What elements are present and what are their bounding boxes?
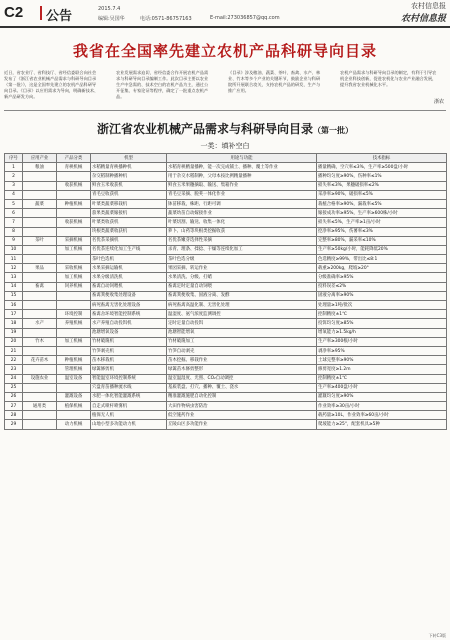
cell-model: 名优茶连续化加工生产线: [91, 245, 167, 254]
col-header-model: 机型: [91, 154, 167, 163]
cell-index: 29: [5, 420, 23, 429]
cell-function: 苗木挖掘、移栽作业: [167, 356, 317, 365]
cell-index: 26: [5, 392, 23, 401]
cell-model: 畜禽自动饲喂机: [91, 282, 167, 291]
cell-index: 10: [5, 245, 23, 254]
intro-column-2: 农业发展需求迫切，省经信委合作开展农机产品需求与科研导向目录编制工作。此次目录主要以农业生产中急需的、技术空白的农机产品为主，通过公开征集、专家论证等程序，确定了一批重点农机产品。: [116, 70, 209, 99]
cell-category: [57, 301, 91, 310]
cell-function: 低空施药作业: [167, 411, 317, 420]
cell-model: 青毛豆收获机: [91, 190, 167, 199]
cell-model: 水果采摘运输机: [91, 264, 167, 273]
table-row: [5, 255, 447, 264]
cell-index: 16: [5, 301, 23, 310]
cell-spec: 灌溉均匀度≥90%: [317, 392, 447, 401]
cell-category: [57, 383, 91, 392]
table-row: [5, 328, 447, 337]
cell-index: 17: [5, 310, 23, 319]
table-row: [5, 411, 447, 420]
cell-function: 名优茶嫩芽选择性采摘: [167, 236, 317, 245]
cell-function: 畜禽定时定量自动饲喂: [167, 282, 317, 291]
cell-category: [57, 255, 91, 264]
cell-index: 4: [5, 190, 23, 199]
cell-category: [57, 291, 91, 300]
cell-category: 温室设备: [57, 374, 91, 383]
table-row: [5, 374, 447, 383]
cell-function: 水稻育秧精量播种，能一次完成铺土、播种、覆土等作业: [167, 163, 317, 172]
section-code: C2: [4, 4, 24, 21]
cell-category: 灌溉设备: [57, 392, 91, 401]
cell-category: [57, 227, 91, 236]
table-body: [5, 163, 447, 429]
cell-model: 水果分级清洗机: [91, 273, 167, 282]
cell-spec: 播量精确，空穴率≤3%，生产率≥500盘/小时: [317, 163, 447, 172]
cell-index: 19: [5, 328, 23, 337]
section-name: 公告: [46, 9, 73, 24]
cell-index: 5: [5, 199, 23, 208]
cell-function: 精准灌溉施肥自动化控制: [167, 392, 317, 401]
intro-column-3: 《目录》涉及粮油、蔬菜、茶叶、畜禽、水产、林业、竹木等多个产业的关键环节，鼓励企业与科研院所开展联合攻关，支持农机产品的研发、生产与推广应用。: [228, 70, 321, 93]
cell-industry: [23, 291, 57, 300]
table-row: [5, 356, 447, 365]
table-row: [5, 190, 447, 199]
cell-category: 种植机械: [57, 356, 91, 365]
cell-industry: [23, 227, 57, 236]
cell-spec: 损失率≤5%，生产率≥1亩/小时: [317, 218, 447, 227]
cell-function: 青毛豆采摘、脱荚一体化作业: [167, 190, 317, 199]
cell-spec: 载重≥200kg，爬坡≥20°: [317, 264, 447, 273]
cell-model: 茶叶色选机: [91, 255, 167, 264]
cell-model: 名优茶采摘机: [91, 236, 167, 245]
cell-spec: 生产率≥400盘/小时: [317, 383, 447, 392]
table-row: [5, 282, 447, 291]
cell-index: 15: [5, 291, 23, 300]
cell-model: 绿篱修剪机: [91, 365, 167, 374]
cell-spec: 作业效率≥30亩/小时: [317, 402, 447, 411]
cell-industry: [23, 209, 57, 218]
cell-spec: 增氧能力≥1.5kg/h: [317, 328, 447, 337]
cell-function: 绿篱苗木修剪整形: [167, 365, 317, 374]
table-row: [5, 227, 447, 236]
cell-industry: [23, 420, 57, 429]
cell-industry: [23, 273, 57, 282]
table-row: [5, 218, 447, 227]
cell-index: 24: [5, 374, 23, 383]
cell-index: 21: [5, 346, 23, 355]
cell-model: 叶菜类蔬菜移栽机: [91, 199, 167, 208]
cell-function: 杀青、理条、揉捻、干燥等连续化加工: [167, 245, 317, 254]
cell-spec: 土球完整率≥90%: [317, 356, 447, 365]
catalog-table: [4, 153, 447, 430]
cell-category: [57, 346, 91, 355]
cell-model: 智能温室环境控制系统: [91, 374, 167, 383]
cell-category: 养殖机械: [57, 319, 91, 328]
cell-index: 12: [5, 264, 23, 273]
cell-index: 20: [5, 337, 23, 346]
cell-category: [57, 209, 91, 218]
cell-industry: 果品: [23, 264, 57, 273]
cell-function: 水果清洗、分级、打蜡: [167, 273, 317, 282]
table-row: [5, 392, 447, 401]
col-header-function: 用途与功能: [167, 154, 317, 163]
cell-category: 收获机械: [57, 218, 91, 227]
table-row: [5, 402, 447, 411]
cell-industry: [23, 411, 57, 420]
cell-category: 采收机械: [57, 264, 91, 273]
cell-category: 种植机械: [57, 199, 91, 208]
cell-spec: 修剪宽度≥1.2m: [317, 365, 447, 374]
table-row: [5, 209, 447, 218]
cell-function: 用于杂交水稻制种，父母本按比例精量播种: [167, 172, 317, 181]
cell-model: 病死畜禽无害化处理设备: [91, 301, 167, 310]
cell-function: 鲜食玉米果穗摘取、输送、集箱作业: [167, 181, 317, 190]
table-row: [5, 273, 447, 282]
cell-category: 育秧机械: [57, 163, 91, 172]
continuation-note: 下转C3版: [428, 633, 446, 638]
cell-industry: 竹木: [23, 337, 57, 346]
cell-model: 鲜食玉米收获机: [91, 181, 167, 190]
cell-industry: 粮油: [23, 163, 57, 172]
cell-spec: 投料误差≤2%: [317, 282, 447, 291]
cell-function: 病死畜禽高温化制、无害化处理: [167, 301, 317, 310]
cell-model: 水稻精量育秧播种机: [91, 163, 167, 172]
cell-industry: [23, 392, 57, 401]
cell-spec: 控制精度±1℃: [317, 374, 447, 383]
cell-model: 植保无人机: [91, 411, 167, 420]
cell-industry: [23, 190, 57, 199]
cell-spec: 生产率≥50kg/小时，能耗降低20%: [317, 245, 447, 254]
cell-spec: 色选精度≥99%，带出比≤8:1: [317, 255, 447, 264]
cell-function: 温室温湿度、光照、CO₂自动调控: [167, 374, 317, 383]
cell-function: 池塘智能增氧: [167, 328, 317, 337]
cell-model: 竹笋剥壳机: [91, 346, 167, 355]
table-row: [5, 291, 447, 300]
cell-function: 竹材破篾加工: [167, 337, 317, 346]
paper-name: 农村信息报: [411, 2, 446, 10]
cell-category: 动力机械: [57, 420, 91, 429]
cell-category: 收获机械: [57, 181, 91, 190]
cell-category: 采摘机械: [57, 236, 91, 245]
editor-name: 编辑:吴国华: [98, 16, 125, 22]
cell-industry: [23, 172, 57, 181]
cell-spec: 播种均匀度≥90%，伤种率≤1%: [317, 172, 447, 181]
cell-model: 杂交稻制种播种机: [91, 172, 167, 181]
cell-category: 加工机械: [57, 273, 91, 282]
table-row: [5, 337, 447, 346]
cell-index: 3: [5, 181, 23, 190]
cell-industry: 通用类: [23, 402, 57, 411]
cell-model: 水肥一体化智能灌溉系统: [91, 392, 167, 401]
table-row: [5, 420, 447, 429]
cell-category: 管理机械: [57, 365, 91, 374]
cell-index: 7: [5, 218, 23, 227]
cell-spec: 固液分离率≥90%: [317, 291, 447, 300]
cell-index: 23: [5, 365, 23, 374]
cell-model: 茄果类蔬菜嫁接机: [91, 209, 167, 218]
cell-model: 畜禽粪便收集处理设备: [91, 291, 167, 300]
cell-model: 自走式喷杆喷雾机: [91, 402, 167, 411]
cell-category: 加工机械: [57, 245, 91, 254]
cell-spec: 投饵均匀度≥85%: [317, 319, 447, 328]
signature: 浙农: [433, 99, 444, 105]
col-header-category: 产品分类: [57, 154, 91, 163]
cell-index: 1: [5, 163, 23, 172]
cell-index: 28: [5, 411, 23, 420]
cell-spec: 控制精度±1℃: [317, 310, 447, 319]
cell-industry: 水产: [23, 319, 57, 328]
cell-model: 苗木移栽机: [91, 356, 167, 365]
cell-category: [57, 411, 91, 420]
cell-model: 叶菜类收获机: [91, 218, 167, 227]
col-header-industry: 应用产业: [23, 154, 57, 163]
cell-spec: 栽植合格率≥90%，漏栽率≤5%: [317, 199, 447, 208]
cell-category: 加工机械: [57, 337, 91, 346]
table-row: [5, 163, 447, 172]
table-row: [5, 365, 447, 374]
cell-index: 8: [5, 227, 23, 236]
cell-model: 竹材破篾机: [91, 337, 167, 346]
email: E-mail:273036857@qq.com: [210, 15, 280, 21]
cell-function: 竹笋自动剥壳: [167, 346, 317, 355]
cell-index: 9: [5, 236, 23, 245]
cell-industry: [23, 255, 57, 264]
intro-column-1: 近日，省农业厅、省科技厅、省经信委联合向社会发布了《浙江省农业机械产品需求与科研导向目录（第一批）》，这是全国率先建立的农机产品科研导向目录。《目录》以应用需求为导向，明确新技术、新产品研发方向。: [4, 70, 99, 99]
cell-index: 11: [5, 255, 23, 264]
cell-model: 畜禽舍环境智能控制系统: [91, 310, 167, 319]
cell-model: 水产养殖自动投饵机: [91, 319, 167, 328]
cell-spec: 处理量≥1吨/批次: [317, 301, 447, 310]
cell-index: 2: [5, 172, 23, 181]
cell-function: 大田作物病虫害防治: [167, 402, 317, 411]
cell-function: 基质装盘、打穴、播种、覆土、浇水: [167, 383, 317, 392]
cell-industry: 花卉苗木: [23, 356, 57, 365]
cell-model: 山地小型多功能动力机: [91, 420, 167, 429]
cell-function: 萝卜、山药等块根类挖掘收获: [167, 227, 317, 236]
cell-spec: 载药量≥10L，作业效率≥60亩/小时: [317, 411, 447, 420]
cell-industry: [23, 245, 57, 254]
cell-industry: [23, 328, 57, 337]
intro-column-4: 农机产品需求与科研导向目录的制定，有利于引导农机企业科技创新，促进农机化与农业产业融合发展，提升我省农业机械化水平。: [340, 70, 437, 87]
cell-industry: [23, 301, 57, 310]
cell-industry: 茶叶: [23, 236, 57, 245]
issue-date: 2015.7.4: [98, 6, 121, 12]
cell-index: 25: [5, 383, 23, 392]
table-row: [5, 319, 447, 328]
cell-industry: [23, 383, 57, 392]
col-header-index: 序号: [5, 154, 23, 163]
cell-model: 穴盘育苗播种流水线: [91, 383, 167, 392]
cell-model: 块根类蔬菜收获机: [91, 227, 167, 236]
cell-industry: 畜禽: [23, 282, 57, 291]
table-row: [5, 245, 447, 254]
cell-industry: 设施农业: [23, 374, 57, 383]
table-row: [5, 383, 447, 392]
cell-spec: 采净率≥90%，破损率≤5%: [317, 190, 447, 199]
paper-logo: 农村信息报: [400, 14, 446, 24]
headline: 我省在全国率先建立农机产品科研导向目录: [72, 42, 377, 60]
phone: 电话:0571-86757163: [140, 16, 192, 22]
cell-spec: 损失率≤3%，果穗破损率≤2%: [317, 181, 447, 190]
cell-index: 18: [5, 319, 23, 328]
cell-function: 定时定量自动投饵: [167, 319, 317, 328]
cell-category: 饲养机械: [57, 282, 91, 291]
masthead-divider: [40, 6, 42, 20]
cell-category: [57, 328, 91, 337]
table-row: [5, 236, 447, 245]
cell-spec: 嫁接成功率≥95%，生产率≥600株/小时: [317, 209, 447, 218]
table-row: [5, 301, 447, 310]
cell-index: 14: [5, 282, 23, 291]
cell-function: 温湿度、氨气浓度监测调控: [167, 310, 317, 319]
cell-index: 6: [5, 209, 23, 218]
table-row: [5, 181, 447, 190]
cell-model: 池塘增氧设备: [91, 328, 167, 337]
cell-spec: 剥净率≥95%: [317, 346, 447, 355]
cell-category: 植保机械: [57, 402, 91, 411]
cell-spec: 爬坡能力≥25°，配套机具≥5种: [317, 420, 447, 429]
cell-function: 果园采摘、转运作业: [167, 264, 317, 273]
cell-industry: [23, 310, 57, 319]
cell-spec: 分级准确率≥95%: [317, 273, 447, 282]
table-row: [5, 310, 447, 319]
cell-spec: 挖净率≥95%，伤薯率≤3%: [317, 227, 447, 236]
cell-function: 丘陵山区多功能作业: [167, 420, 317, 429]
cell-industry: [23, 218, 57, 227]
cell-category: 环境控制: [57, 310, 91, 319]
cell-function: 叶菜切割、输送、收集一体化: [167, 218, 317, 227]
category-title: 一类：填补空白: [200, 142, 250, 150]
cell-function: 钵苗移栽，株距、行距可调: [167, 199, 317, 208]
table-row: [5, 172, 447, 181]
cell-industry: [23, 181, 57, 190]
table-row: [5, 346, 447, 355]
cell-function: 蔬菜幼苗自动嫁接作业: [167, 209, 317, 218]
cell-spec: 完整率≥80%，漏采率≤10%: [317, 236, 447, 245]
table-row: [5, 264, 447, 273]
table-row: [5, 199, 447, 208]
table-header-row: [5, 154, 447, 163]
subheadline-text: 浙江省农业机械产品需求与科研导向目录: [96, 122, 313, 136]
cell-industry: [23, 346, 57, 355]
cell-function: 畜禽粪便收集、固液分离、发酵: [167, 291, 317, 300]
cell-spec: 生产率≥300根/小时: [317, 337, 447, 346]
subheadline: [0, 120, 450, 137]
cell-category: [57, 172, 91, 181]
cell-index: 22: [5, 356, 23, 365]
cell-industry: 蔬菜: [23, 199, 57, 208]
cell-category: [57, 190, 91, 199]
cell-function: 茶叶色选分级: [167, 255, 317, 264]
col-header-spec: 技术指标: [317, 154, 447, 163]
masthead: [0, 0, 450, 28]
subheadline-batch: （第一批）: [313, 125, 353, 135]
cell-index: 13: [5, 273, 23, 282]
cell-industry: [23, 365, 57, 374]
cell-index: 27: [5, 402, 23, 411]
divider: [4, 110, 446, 111]
